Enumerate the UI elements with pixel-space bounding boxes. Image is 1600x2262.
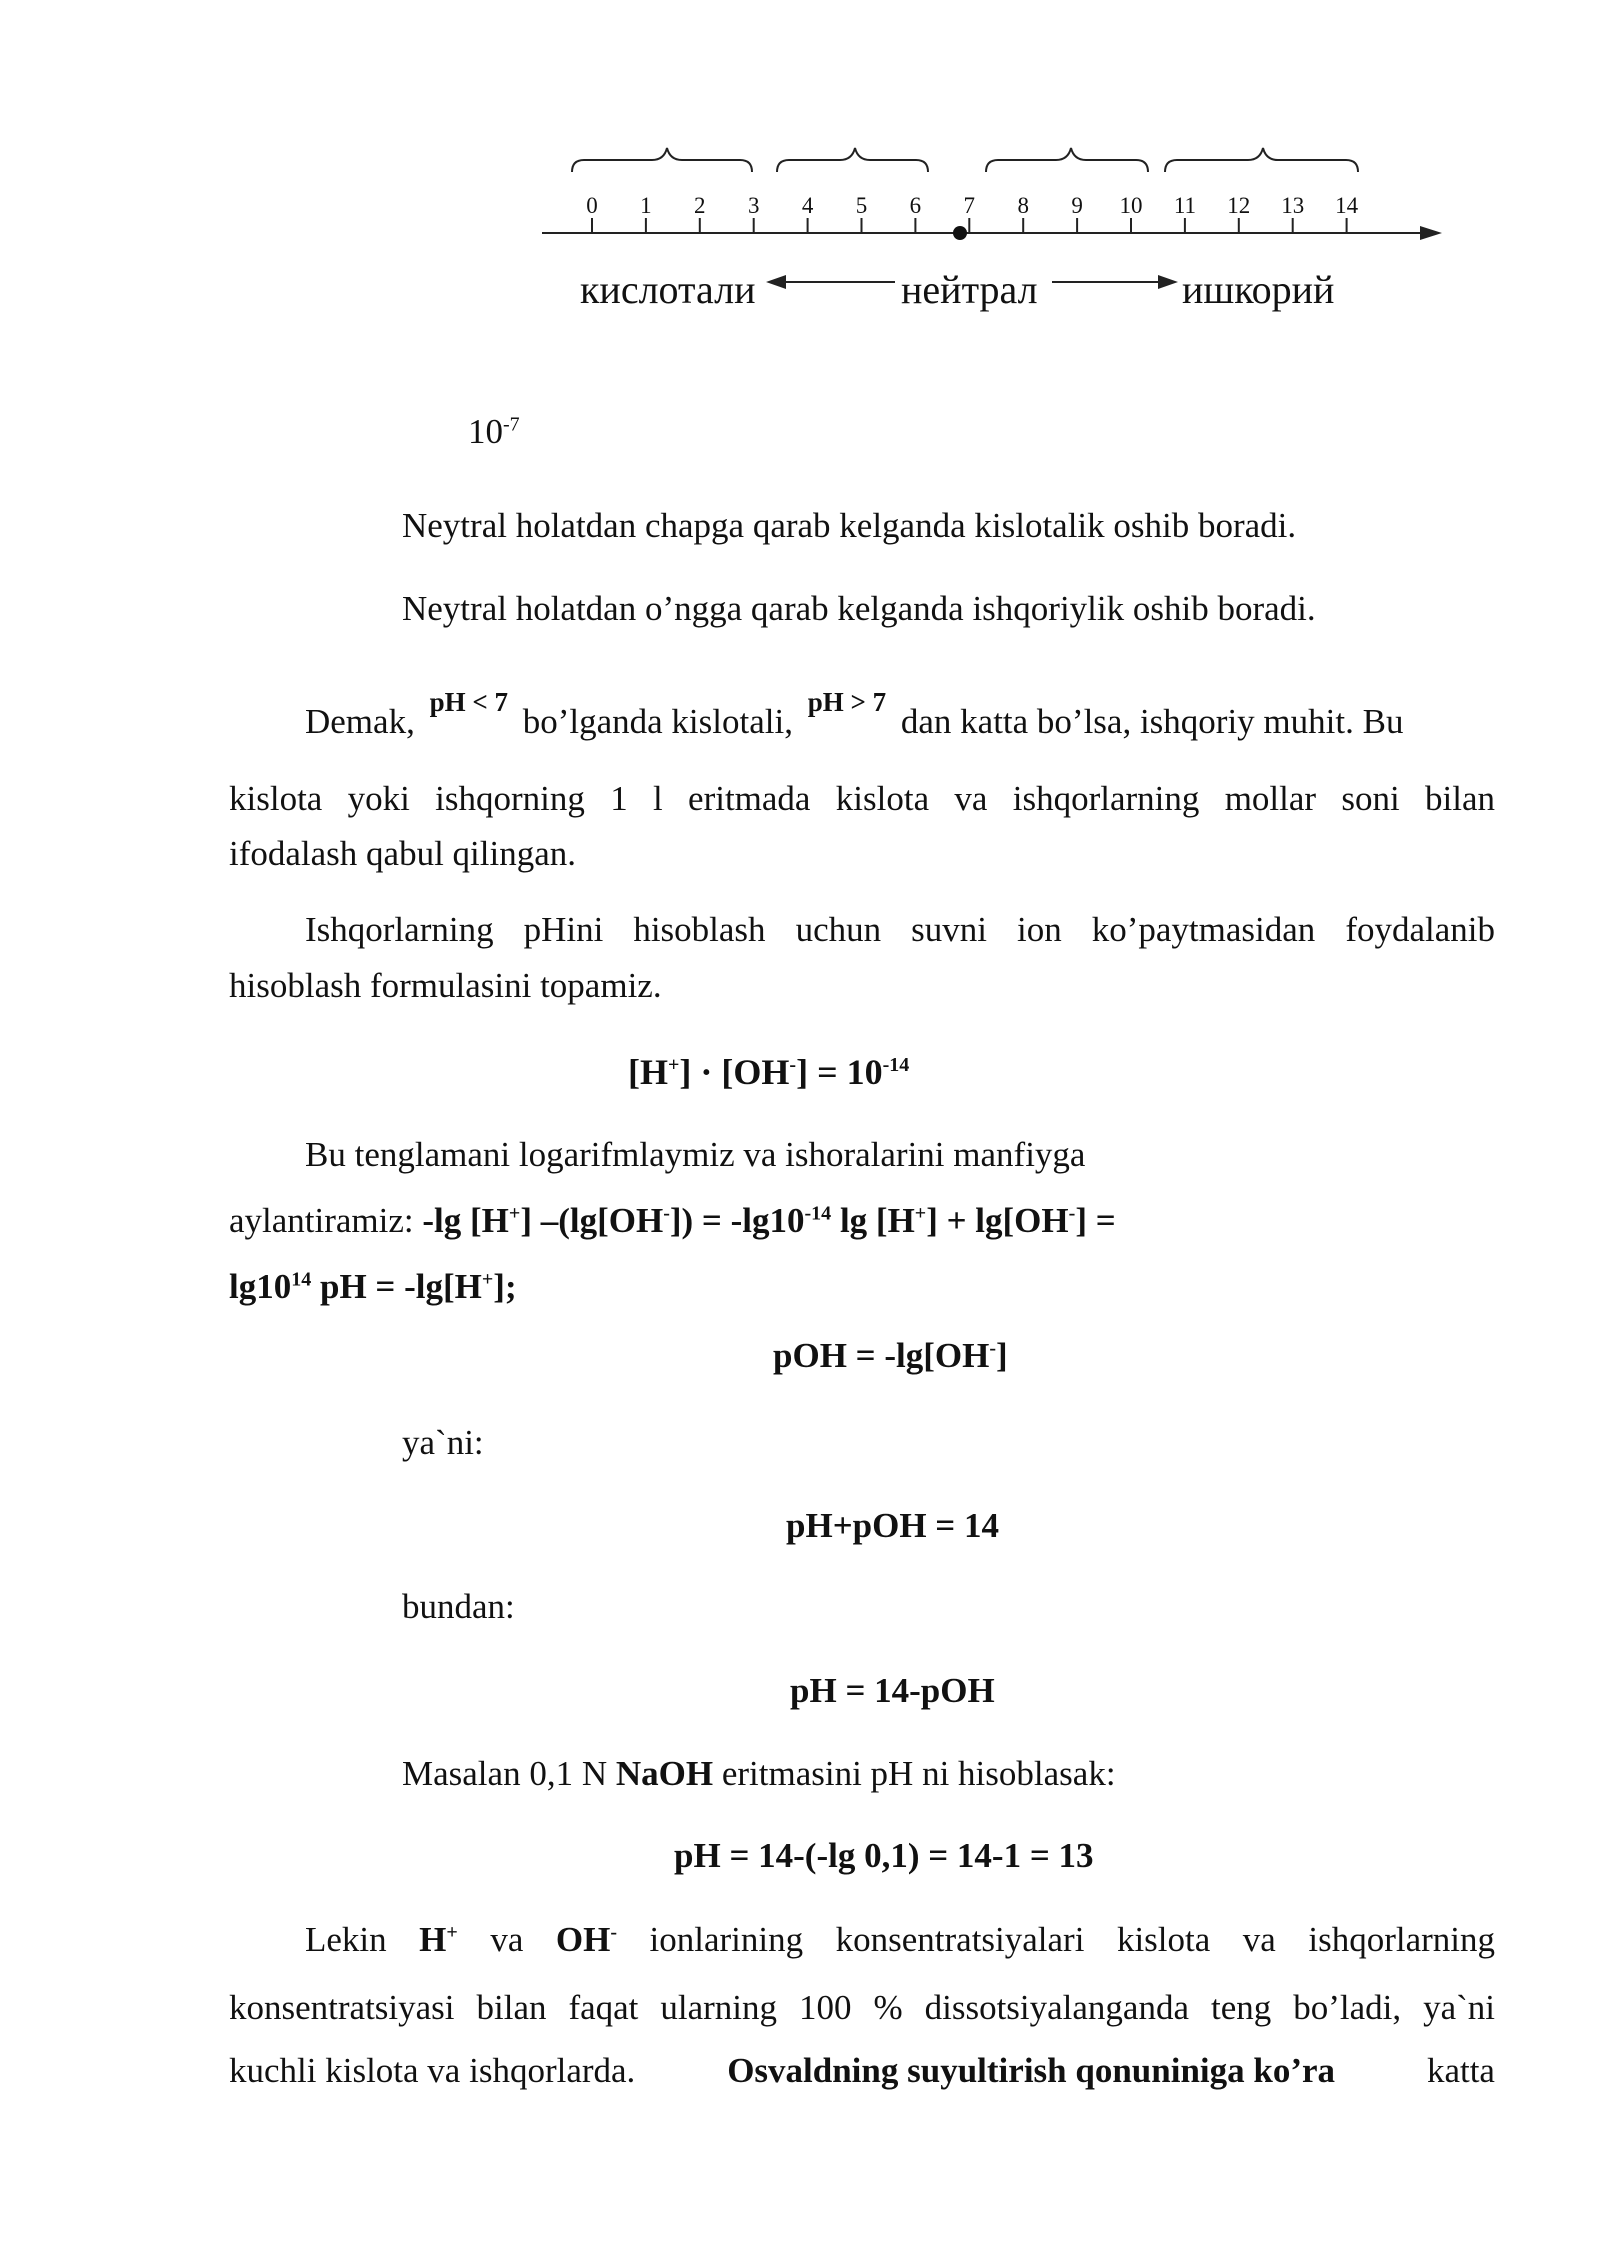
paragraph-alkalinity: Neytral holatdan o’ngga qarab kelganda ishqoriylik oshib boradi. [402,589,1316,628]
ph-tick-label-6: 6 [909,193,922,218]
neutral-point-marker [953,226,967,240]
ph-axis-arrowhead [1420,226,1442,240]
word-bundan: bundan: [402,1587,515,1626]
formula-ph-greater-7: pH > 7 [807,687,887,717]
equation-ion-product: $[H^+] \cdot [OH^-] = 10^{-14}$ [628,1052,910,1092]
paragraph-demak-line3: ifodalash qabul qilingan. [229,834,577,873]
ph-tick-label-7: 7 [963,193,976,218]
paragraph-acidity: Neytral holatdan chapga qarab kelganda kislotalik oshib boradi. [402,506,1297,545]
ph-tick-label-12: 12 [1227,193,1251,218]
paragraph-lekin-line1: Lekin H+ va OH- ionlarining konsentratsiyalari kislota va ishqorlarning [305,1920,1495,1959]
label-neutral: нейтрал [901,267,1038,312]
paragraph-demak-line1: Demak, $^{pH < 7}$ bo’lganda kislotali, $^{pH > 7}$ dan katta bo’lsa, ishqoriy muhit. Bu [305,687,1404,741]
word-yani: ya`ni: [402,1423,484,1462]
right-arrow-head [1158,275,1178,289]
paragraph-demak-line2: kislota yoki ishqorning 1 l eritmada kislota va ishqorlarning mollar soni bilan [229,779,1495,818]
paragraph-log-line1: Bu tenglamani logarifmlaymiz va ishoralarini manfiyga [305,1135,1086,1174]
brace-11-14 [1165,148,1358,172]
paragraph-log-line2: aylantiramiz: -lg [H+] $-(\lg[OH^-]) = -\lg 10^{-14}$ lg [H+] + lg[OH-] = [229,1201,1116,1240]
label-alkaline: ишкорий [1182,267,1335,312]
paragraph-lekin-line3: kuchli kislota va ishqorlarda. Osvaldning suyultirish qonuniniga ko’ra katta [229,2051,1495,2090]
ph-axis-ticks [592,218,1347,233]
ph-tick-label-13: 13 [1281,193,1305,218]
ph-tick-label-8: 8 [1017,193,1029,218]
paragraph-ishqor-line1: Ishqorlarning pHini hisoblash uchun suvni ion ko’paytmasidan foydalanib [305,910,1495,949]
equation-ph-from-poh: pH = 14-pOH [790,1671,995,1710]
paragraph-ishqor-line2: hisoblash formulasini topamiz. [229,966,662,1005]
formula-ph-less-7: pH < 7 [429,687,508,717]
ph-tick-label-14: 14 [1335,193,1359,218]
equation-ph-plus-poh: pH+pOH = 14 [786,1506,999,1545]
ph-tick-label-2: 2 [694,193,706,218]
brace-4-6 [777,148,928,172]
paragraph-lekin-line2: konsentratsiyasi bilan faqat ularning 100 % dissotsiyalanganda teng bo’ladi, ya`ni [229,1988,1495,2027]
left-arrow-head [766,275,786,289]
ph-tick-label-10: 10 [1119,193,1143,218]
exponent-note: $10^{-7}$ [468,412,520,451]
ph-tick-label-3: 3 [747,193,760,218]
ph-tick-label-0: 0 [586,193,598,218]
ph-tick-label-5: 5 [855,193,868,218]
ph-tick-label-11: 11 [1173,193,1196,218]
paragraph-example: Masalan 0,1 N NaOH eritmasini pH ni hisoblasak: [402,1754,1116,1793]
brace-8-10 [986,148,1148,172]
ph-scale-svg [0,0,1600,340]
paragraph-log-line3: $\lg 10^{14}$ pH = -lg[H+]; [229,1267,517,1306]
ph-tick-label-1: 1 [640,193,652,218]
brace-0-3 [572,148,752,172]
label-acidic: кислотали [580,267,756,312]
equation-poh: pOH = -lg[OH-] [773,1336,1008,1375]
ph-tick-label-4: 4 [801,193,814,218]
ph-tick-label-9: 9 [1071,193,1083,218]
equation-naoh-result: pH = 14-(-lg 0,1) = 14-1 = 13 [674,1836,1094,1875]
